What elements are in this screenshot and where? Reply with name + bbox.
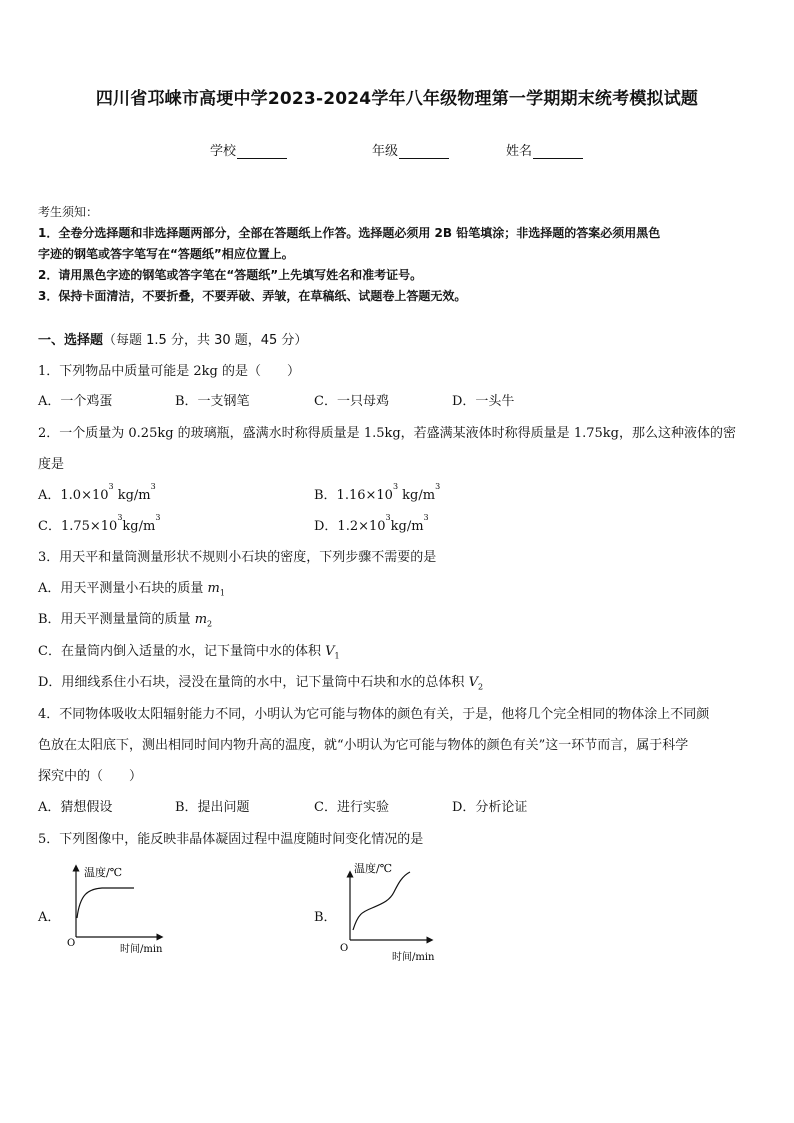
q5-b-xlabel: 时间/min	[392, 952, 435, 963]
q2-d-coeff: D．1.2×10	[314, 519, 386, 534]
section-heading	[38, 329, 307, 348]
q5-a-origin: O	[67, 938, 76, 949]
q3-a-sub: 1	[219, 588, 225, 598]
q3-option-a[interactable]	[38, 577, 225, 598]
q4-stem-cont2: 探究中的（ ）	[38, 769, 143, 784]
q5-graph-b[interactable]	[336, 858, 466, 966]
q2-stem-cont: 度是	[38, 457, 65, 472]
q5-option-a[interactable]: A．	[38, 910, 61, 925]
q3-a-var: m	[207, 581, 220, 596]
q4-option-d[interactable]: D．分析论证	[452, 800, 528, 815]
q1-option-d[interactable]: D．一头牛	[452, 394, 515, 409]
q1-stem: 1．下列物品中质量可能是 2kg 的是（ ）	[38, 364, 301, 379]
q3-b-sub: 2	[207, 619, 213, 629]
q4-stem: 4．不同物体吸收太阳辐射能力不同，小明认为它可能与物体的颜色有关，于是，他将几个完全相同的物体涂上不同颜	[38, 707, 710, 722]
q2-a-coeff: A．1.0×10	[38, 488, 109, 503]
q3-c-sub: 1	[334, 651, 340, 661]
q2-a-unit-exp: 3	[150, 482, 156, 491]
q2-d-exp: 3	[385, 513, 391, 522]
q2-a-unit: kg/m	[113, 488, 151, 503]
page-title: 四川省邛崃市高埂中学2023-2024学年八年级物理第一学期期末统考模拟试题	[95, 89, 699, 109]
q3-d-var: V	[468, 675, 478, 690]
notice-heading: 考生须知：	[38, 205, 99, 219]
q2-b-coeff: B．1.16×10	[314, 488, 393, 503]
name-field[interactable]	[506, 140, 583, 159]
notice-item-1-cont: 字迹的钢笔或答字笔写在“答题纸”相应位置上。	[38, 247, 294, 261]
notice-item-1: 1．全卷分选择题和非选择题两部分，全部在答题纸上作答。选择题必须用 2B 铅笔填涂；非选择题的答案必须用黑色	[38, 226, 661, 240]
q3-c-var: V	[325, 644, 335, 659]
q3-stem: 3．用天平和量筒测量形状不规则小石块的密度，下列步骤不需要的是	[38, 550, 437, 565]
q3-a-text: A．用天平测量小石块的质量	[38, 581, 208, 596]
q2-b-exp: 3	[392, 482, 399, 491]
q2-c-unit-exp: 3	[155, 513, 161, 522]
q1-option-a[interactable]: A．一个鸡蛋	[38, 394, 113, 409]
school-blank[interactable]	[237, 145, 287, 159]
q4-stem-cont: 色放在太阳底下，测出相同时间内物升高的温度，就“小明认为它可能与物体的颜色有关”这一环节而言，属于科学	[38, 738, 689, 753]
q2-c-unit: kg/m	[122, 519, 156, 534]
q3-option-d[interactable]	[38, 671, 483, 692]
q4-option-b[interactable]: B．提出问题	[175, 800, 250, 815]
q2-b-unit: kg/m	[398, 488, 436, 503]
q2-c-exp: 3	[117, 513, 123, 522]
q1-option-b[interactable]: B．一支钢笔	[175, 394, 250, 409]
q5-graph-a[interactable]	[62, 858, 192, 958]
q2-a-exp: 3	[108, 482, 114, 491]
grade-blank[interactable]	[399, 145, 449, 159]
section-label: 一、选择题	[38, 333, 104, 348]
q3-c-text: C．在量筒内倒入适量的水，记下量筒中水的体积	[38, 644, 326, 659]
q3-option-c[interactable]	[38, 640, 340, 661]
q4-option-a[interactable]: A．猜想假设	[38, 800, 113, 815]
q2-stem: 2．一个质量为 0.25kg 的玻璃瓶，盛满水时称得质量是 1.5kg，若盛满某液体时称得质量是 1.75kg，那么这种液体的密	[38, 426, 736, 441]
q3-b-text: B．用天平测量量筒的质量	[38, 612, 195, 627]
notice-item-2: 2．请用黑色字迹的钢笔或答字笔在“答题纸”上先填写姓名和准考证号。	[38, 268, 423, 282]
q4-option-c[interactable]: C．进行实验	[314, 800, 389, 815]
q5-b-origin: O	[340, 943, 349, 954]
q2-option-c[interactable]	[38, 515, 160, 534]
q3-option-b[interactable]	[38, 608, 212, 629]
q5-b-ylabel: 温度/℃	[354, 862, 393, 875]
q5-a-curve	[77, 888, 134, 918]
q2-d-unit-exp: 3	[423, 513, 429, 522]
name-label: 姓名	[506, 144, 533, 159]
q3-b-var: m	[194, 612, 208, 627]
grade-label: 年级	[372, 144, 399, 159]
q1-option-c[interactable]: C．一只母鸡	[314, 394, 389, 409]
q2-option-a[interactable]	[38, 484, 156, 503]
q5-b-curve	[353, 872, 410, 930]
q2-b-unit-exp: 3	[435, 482, 441, 491]
grade-field[interactable]	[372, 140, 449, 159]
name-blank[interactable]	[533, 145, 583, 159]
q2-d-unit: kg/m	[390, 519, 424, 534]
section-detail: （每题 1.5 分，共 30 题，45 分）	[103, 333, 308, 348]
school-label: 学校	[210, 144, 237, 159]
q3-d-text: D．用细线系住小石块，浸没在量筒的水中，记下量筒中石块和水的总体积	[38, 675, 469, 690]
notice-item-3: 3．保持卡面清洁，不要折叠，不要弄破、弄皱，在草稿纸、试题卷上答题无效。	[38, 289, 467, 303]
q3-d-sub: 2	[477, 682, 484, 692]
q2-option-b[interactable]	[314, 484, 440, 503]
q5-a-xlabel: 时间/min	[120, 944, 163, 955]
q5-stem: 5．下列图像中，能反映非晶体凝固过程中温度随时间变化情况的是	[38, 832, 424, 847]
q5-option-b[interactable]: B．	[314, 910, 337, 925]
q2-option-d[interactable]	[314, 515, 429, 534]
school-field[interactable]	[210, 140, 287, 159]
q2-c-coeff: C．1.75×10	[38, 519, 118, 534]
q5-a-ylabel: 温度/℃	[84, 866, 123, 879]
